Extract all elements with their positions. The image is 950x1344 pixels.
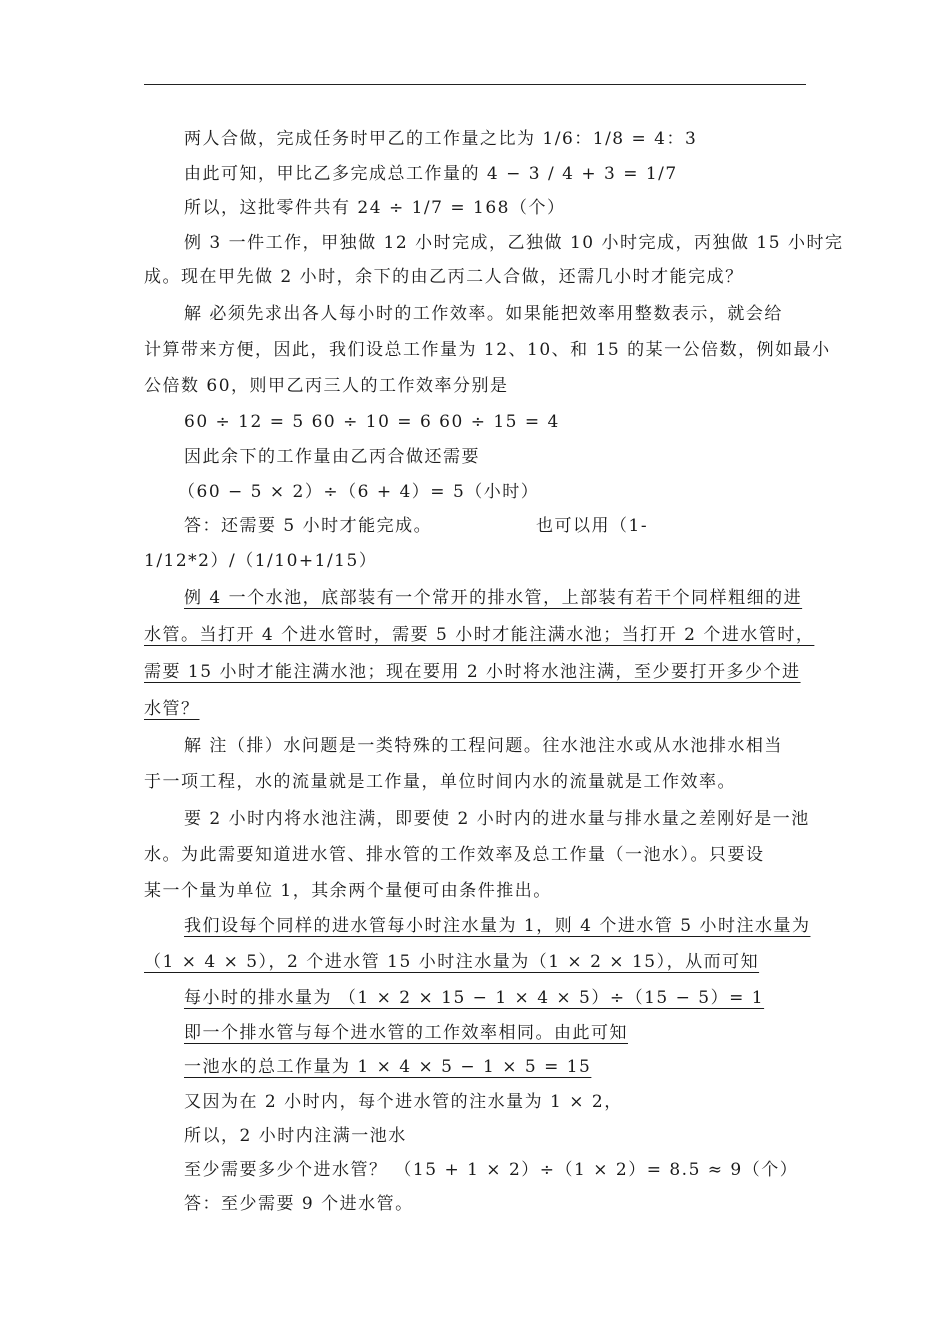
alt-method-line: 也可以用（1- bbox=[536, 516, 649, 536]
text-line: 又因为在 2 小时内，每个进水管的注水量为 1 × 2， bbox=[184, 1092, 623, 1112]
text-line: 某一个量为单位 1，其余两个量便可由条件推出。 bbox=[144, 881, 552, 901]
alt-method-line: 1/12*2）/（1/10+1/15） bbox=[144, 551, 378, 571]
text-line: 水管？ bbox=[144, 699, 200, 719]
formula-line: 每小时的排水量为 （1 × 2 × 15 − 1 × 4 × 5）÷（15 − 5）= 1 bbox=[184, 988, 765, 1008]
example-3-title: 例 3 一件工作，甲独做 12 小时完成，乙独做 10 小时完成，丙独做 15 小时完 bbox=[184, 233, 844, 253]
formula-line: 至少需要多少个进水管？ （15 + 1 × 2）÷（1 × 2）= 8.5 ≈ 9（个） bbox=[184, 1160, 799, 1180]
text-line: 计算带来方便，因此，我们设总工作量为 12、10、和 15 的某一公倍数，例如最小 bbox=[144, 340, 831, 360]
text-line: 水管。当打开 4 个进水管时，需要 5 小时才能注满水池；当打开 2 个进水管时， bbox=[144, 625, 815, 645]
formula-line: 60 ÷ 12 = 5 60 ÷ 10 = 6 60 ÷ 15 = 4 bbox=[184, 412, 560, 432]
answer-line: 答：还需要 5 小时才能完成。 bbox=[184, 516, 433, 536]
text-line: 我们设每个同样的进水管每小时注水量为 1，则 4 个进水管 5 小时注水量为 bbox=[184, 916, 811, 936]
text-line: 所以，这批零件共有 24 ÷ 1/7 = 168（个） bbox=[184, 198, 566, 218]
text-line: 两人合做，完成任务时甲乙的工作量之比为 1/6：1/8 = 4：3 bbox=[184, 129, 698, 149]
header-rule bbox=[144, 84, 806, 85]
text-line: 因此余下的工作量由乙丙合做还需要 bbox=[184, 447, 480, 467]
example-4-title: 例 4 一个水池，底部装有一个常开的排水管，上部装有若干个同样粗细的进 bbox=[184, 588, 803, 608]
text-line: 由此可知，甲比乙多完成总工作量的 4 − 3 / 4 + 3 = 1/7 bbox=[184, 164, 678, 184]
formula-line: （60 − 5 × 2）÷（6 + 4）= 5（小时） bbox=[178, 482, 540, 502]
answer-line: 答：至少需要 9 个进水管。 bbox=[184, 1194, 414, 1214]
formula-line: 一池水的总工作量为 1 × 4 × 5 − 1 × 5 = 15 bbox=[184, 1057, 592, 1077]
text-line: 水。为此需要知道进水管、排水管的工作效率及总工作量（一池水）。只要设 bbox=[144, 845, 765, 865]
text-line: 于一项工程，水的流量就是工作量，单位时间内水的流量就是工作效率。 bbox=[144, 772, 736, 792]
text-line: 成。现在甲先做 2 小时，余下的由乙丙二人合做，还需几小时才能完成？ bbox=[144, 267, 744, 287]
text-line: 所以，2 小时内注满一池水 bbox=[184, 1126, 407, 1146]
text-line: 即一个排水管与每个进水管的工作效率相同。由此可知 bbox=[184, 1023, 628, 1043]
solution-line: 解 注（排）水问题是一类特殊的工程问题。往水池注水或从水池排水相当 bbox=[184, 736, 783, 756]
solution-line: 解 必须先求出各人每小时的工作效率。如果能把效率用整数表示，就会给 bbox=[184, 304, 783, 324]
text-line: 需要 15 小时才能注满水池；现在要用 2 小时将水池注满，至少要打开多少个进 bbox=[144, 662, 801, 682]
text-line: （1 × 4 × 5），2 个进水管 15 小时注水量为（1 × 2 × 15），从而可知 bbox=[144, 952, 760, 972]
text-line: 要 2 小时内将水池注满，即要使 2 小时内的进水量与排水量之差刚好是一池 bbox=[184, 809, 810, 829]
text-line: 公倍数 60，则甲乙丙三人的工作效率分别是 bbox=[144, 376, 509, 396]
